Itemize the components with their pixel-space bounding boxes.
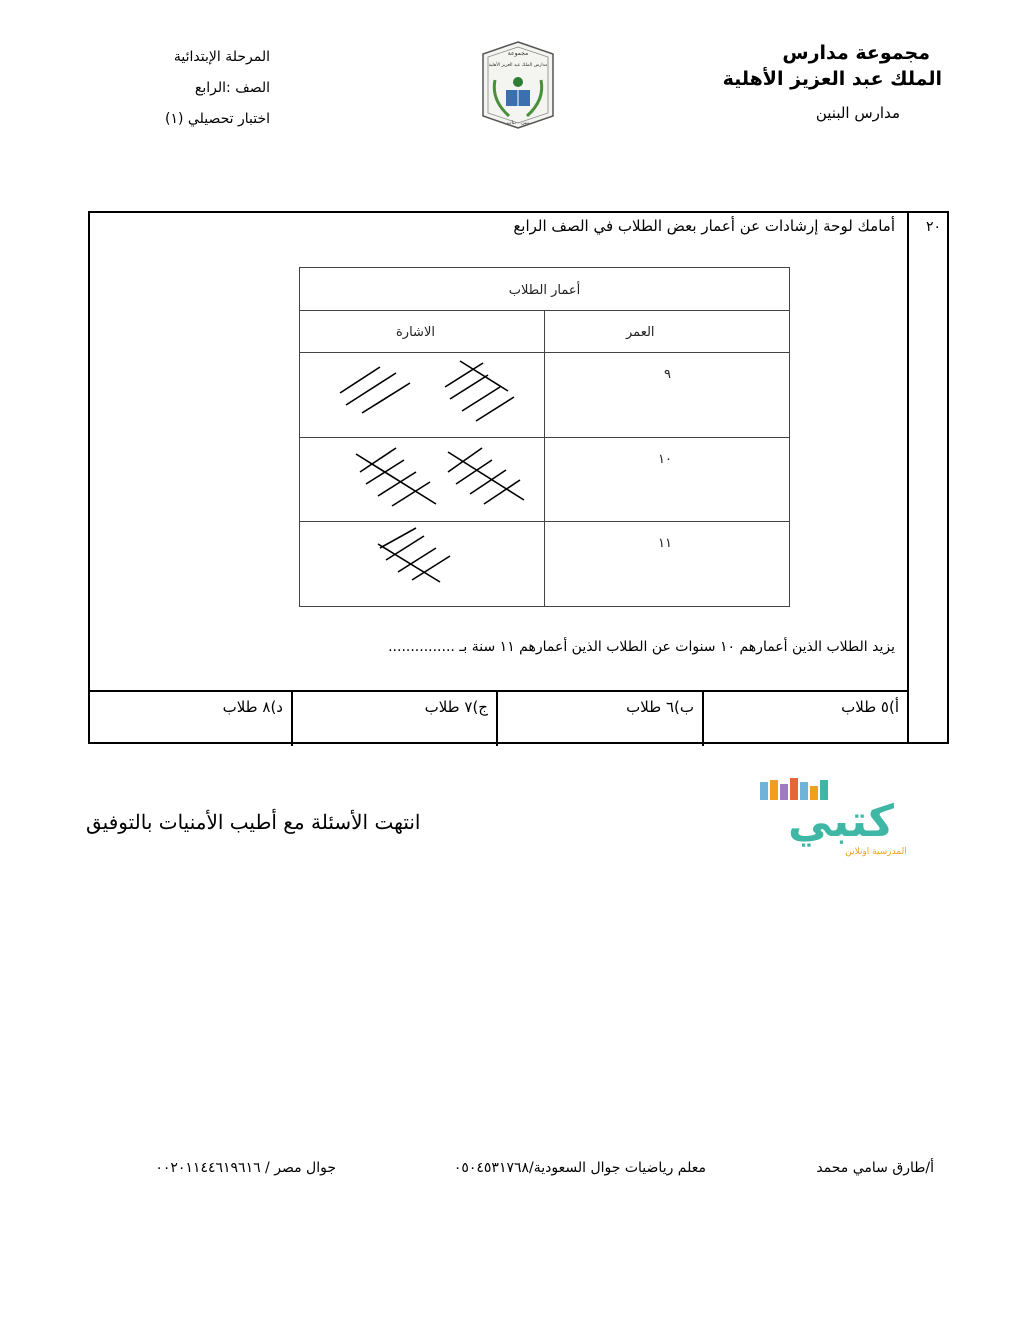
closing-message: انتهت الأسئلة مع أطيب الأمنيات بالتوفيق [86,810,421,834]
options-row [90,690,907,746]
column-divider [544,311,545,606]
tally-group [340,367,410,413]
tally-group [356,448,436,506]
question-number-column [907,213,947,742]
tally-group [445,361,514,421]
age-value: ٩ [664,367,671,382]
option-b[interactable]: ب)٦ طلاب [496,692,702,746]
tally-marks-row-11 [300,522,544,606]
stage-label: المرحلة الإبتدائية [173,49,270,65]
exam-info [120,42,270,135]
logo-sub-text: المدرسية اونلاين [845,847,907,857]
footer-teacher: أ/طارق سامي محمد [816,1160,934,1176]
question-number: ٢٠ [925,219,941,235]
kutubi-logo-icon [756,778,926,860]
logo-main-text: كتبي [787,796,895,847]
school-seal-icon [479,40,557,130]
tally-group [448,448,524,504]
seal-bottom-text: بنين - بنات [506,120,530,126]
option-a[interactable]: أ)٥ طلاب [702,692,907,746]
age-value: ١١ [658,536,672,551]
footer-egypt-phone: جوال مصر / ٠٠٢٠١١٤٤٦١٩٦١٦ [155,1160,336,1176]
grade-label: الصف :الرابع [194,80,270,96]
tally-marks-row-9 [300,353,544,438]
school-section: مدارس البنين [815,104,900,122]
seal-name-text: مدارس الملك عبد العزيز الأهلية [488,63,548,68]
option-c[interactable]: ج)٧ طلاب [291,692,496,746]
question-prompt: يزيد الطلاب الذين أعمارهم ١٠ سنوات عن الطلاب الذين أعمارهم ١١ سنة بـ ............... [388,639,895,655]
tally-group [378,528,450,582]
age-value: ١٠ [658,452,672,467]
age-header: العمر [626,325,655,340]
exam-label: اختبار تحصيلي (١) [165,111,270,127]
tally-table-title-row [300,268,789,311]
school-group-title: مجموعة مدارس [782,42,930,64]
tally-table-title: أعمار الطلاب [508,283,581,298]
seal-top-text: مجموعة [507,50,529,57]
school-name: الملك عبد العزيز الأهلية [722,68,942,90]
tally-marks-row-10 [300,438,544,522]
footer-saudi-phone: معلم رياضيات جوال السعودية/٠٥٠٤٥٣١٧٦٨ [453,1160,706,1176]
school-header [682,40,942,126]
tally-header: الاشارة [396,325,435,340]
option-d[interactable]: د)٨ طلاب [222,698,283,716]
question-text: أمامك لوحة إرشادات عن أعمار بعض الطلاب في الصف الرابع [513,217,895,235]
tally-table [299,267,790,607]
